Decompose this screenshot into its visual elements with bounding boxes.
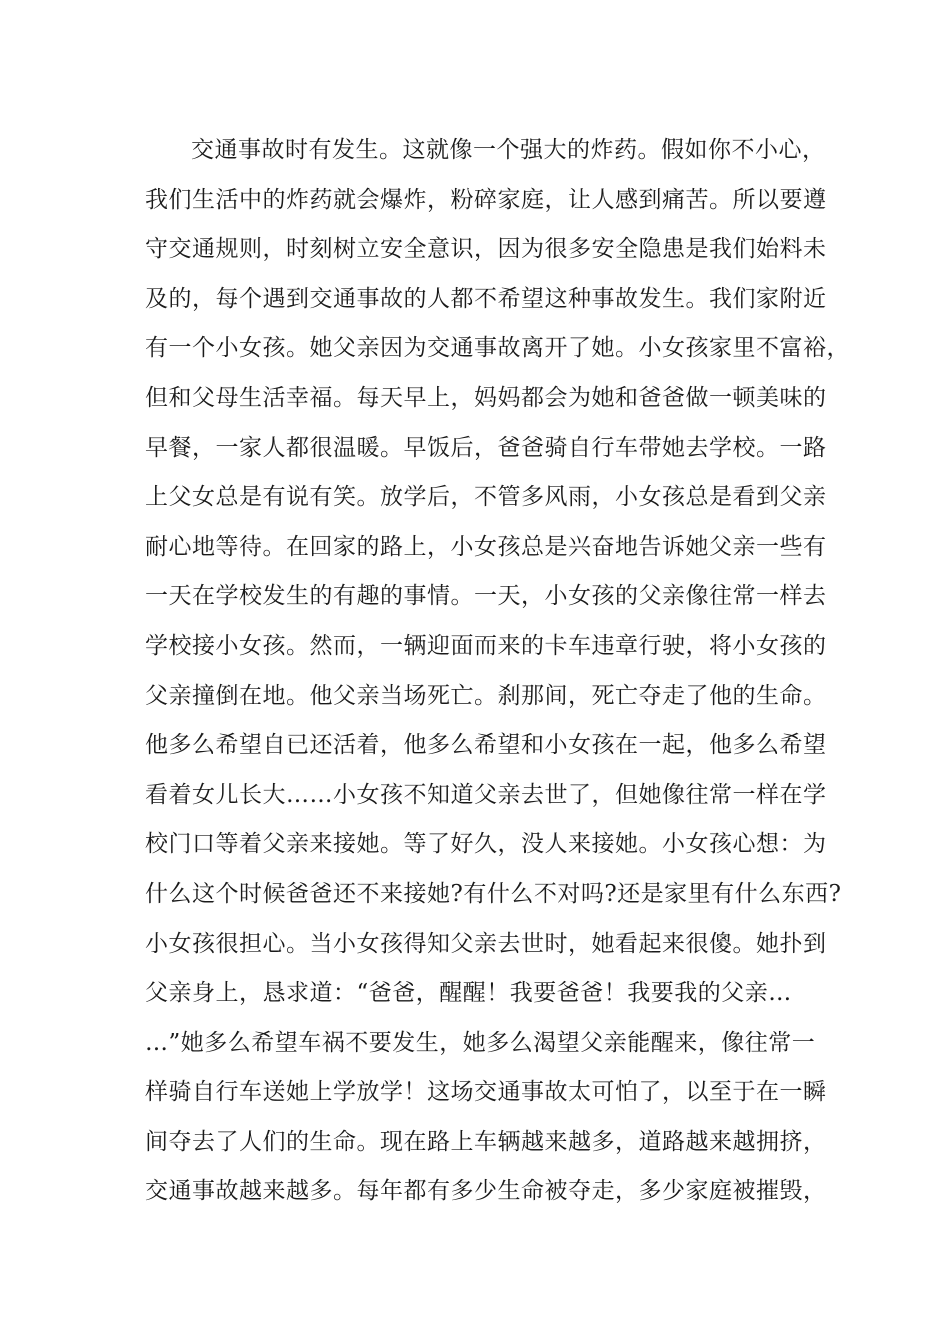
text-line: 看着女儿长大……小女孩不知道父亲去世了，但她像往常一样在学: [145, 781, 827, 808]
text-line: 父亲撞倒在地。他父亲当场死亡。刹那间，死亡夺走了他的生命。: [145, 682, 827, 709]
text-line: 耐心地等待。在回家的路上，小女孩总是兴奋地告诉她父亲一些有: [145, 533, 827, 560]
text-line: 交通事故时有发生。这就像一个强大的炸药。假如你不小心，: [191, 137, 826, 163]
text-line: 守交通规则，时刻树立安全意识，因为很多安全隐患是我们始料未: [145, 236, 827, 263]
text-line: 小女孩很担心。当小女孩得知父亲去世时，她看起来很傻。她扑到: [145, 930, 827, 957]
text-line: 但和父母生活幸福。每天早上，妈妈都会为她和爸爸做一顿美味的: [145, 384, 827, 411]
text-line: 交通事故越来越多。每年都有多少生命被夺走，多少家庭被摧毁，: [145, 1178, 827, 1205]
text-line: 他多么希望自已还活着，他多么希望和小女孩在一起，他多么希望: [145, 732, 827, 759]
text-line: 及的，每个遇到交通事故的人都不希望这种事故发生。我们家附近: [145, 285, 827, 312]
text-line: 样骑自行车送她上学放学！这场交通事故太可怕了，以至于在一瞬: [145, 1079, 827, 1106]
text-line: 一天在学校发生的有趣的事情。一天，小女孩的父亲像往常一样去: [145, 583, 827, 610]
text-line: 早餐，一家人都很温暖。早饭后，爸爸骑自行车带她去学校。一路: [145, 434, 827, 461]
text-line: 上父女总是有说有笑。放学后，不管多风雨，小女孩总是看到父亲: [145, 484, 827, 511]
text-line: 我们生活中的炸药就会爆炸，粉碎家庭，让人感到痛苦。所以要遵: [145, 186, 827, 213]
text-line: 校门口等着父亲来接她。等了好久，没人来接她。小女孩心想：为: [145, 831, 827, 858]
essay-paragraph: [145, 126, 850, 1217]
text-line: 学校接小女孩。然而，一辆迎面而来的卡车违章行驶，将小女孩的: [145, 632, 827, 659]
text-line: 有一个小女孩。她父亲因为交通事故离开了她。小女孩家里不富裕，: [145, 335, 850, 362]
text-line: …”她多么希望车祸不要发生，她多么渴望父亲能醒来，像往常一: [145, 1029, 816, 1056]
text-line: 什么这个时候爸爸还不来接她?有什么不对吗?还是家里有什么东西?: [145, 880, 842, 907]
text-line: 父亲身上，恳求道：“爸爸，醒醒！我要爸爸！我要我的父亲…: [145, 980, 792, 1007]
text-line: 间夺去了人们的生命。现在路上车辆越来越多，道路越来越拥挤，: [145, 1128, 827, 1155]
